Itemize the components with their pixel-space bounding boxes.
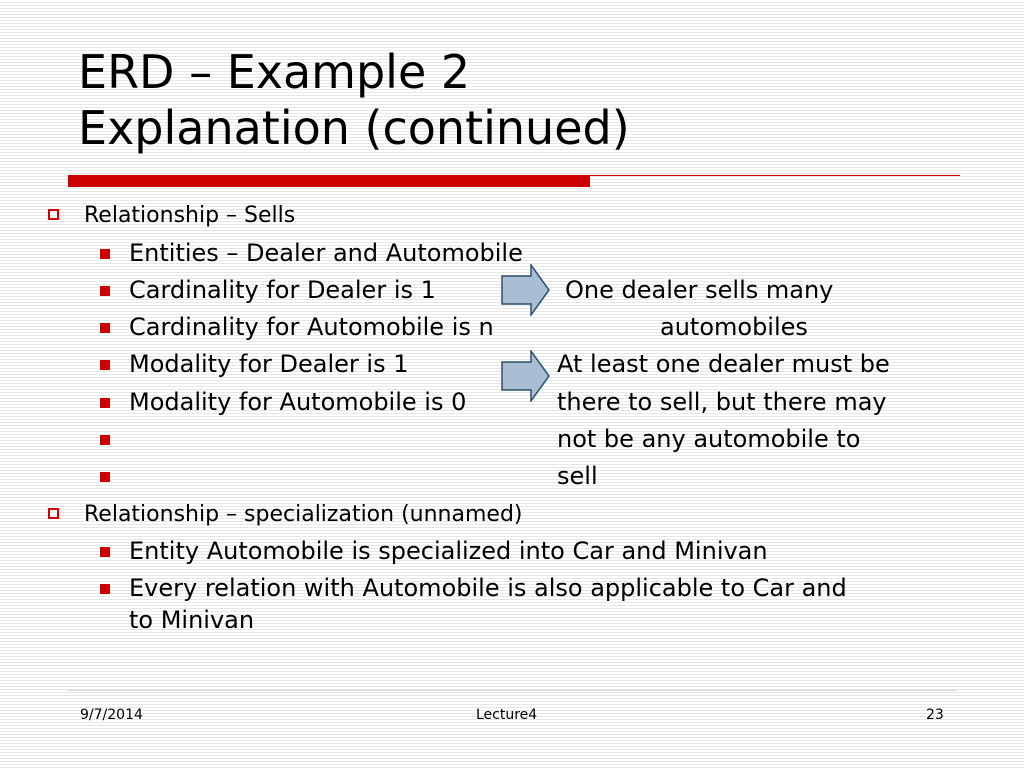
- square-bullet-icon: [100, 398, 110, 408]
- title-underline-thin: [590, 175, 960, 176]
- explanation-text: sell: [557, 462, 598, 490]
- slide-title-line1: ERD – Example 2: [78, 45, 471, 99]
- square-bullet-icon: [100, 472, 110, 482]
- square-bullet-icon: [100, 584, 110, 594]
- hollow-square-bullet-icon: [48, 209, 59, 220]
- footer-divider: [68, 690, 956, 691]
- list-item-text: Cardinality for Dealer is 1: [129, 276, 436, 304]
- explanation-text: there to sell, but there may: [557, 388, 887, 416]
- explanation-text: not be any automobile to: [557, 425, 861, 453]
- explanation-text: One dealer sells many: [565, 276, 834, 304]
- list-item-text: Modality for Dealer is 1: [129, 350, 409, 378]
- explanation-text: At least one dealer must be: [557, 350, 890, 378]
- footer-center-text: Lecture4: [476, 707, 538, 723]
- square-bullet-icon: [100, 249, 110, 259]
- explanation-text: automobiles: [660, 313, 808, 341]
- slide-title-line2: Explanation (continued): [78, 101, 630, 155]
- square-bullet-icon: [100, 286, 110, 296]
- section-heading-text: Relationship – specialization (unnamed): [84, 502, 523, 527]
- section-heading-text: Relationship – Sells: [84, 203, 296, 228]
- list-item-text: to Minivan: [129, 606, 255, 634]
- title-underline-thick: [68, 175, 590, 187]
- slide-title: [78, 44, 630, 156]
- right-arrow-icon: [501, 350, 551, 402]
- footer-date: 9/7/2014: [80, 707, 143, 723]
- hollow-square-bullet-icon: [48, 508, 59, 519]
- square-bullet-icon: [100, 547, 110, 557]
- list-item-text: Cardinality for Automobile is n: [129, 313, 494, 341]
- footer-page-number: 23: [926, 707, 944, 723]
- list-item-text: Entity Automobile is specialized into Car and Minivan: [129, 537, 768, 565]
- square-bullet-icon: [100, 435, 110, 445]
- square-bullet-icon: [100, 323, 110, 333]
- square-bullet-icon: [100, 360, 110, 370]
- right-arrow-icon: [501, 264, 551, 316]
- list-item-text: Entities – Dealer and Automobile: [129, 239, 523, 267]
- list-item-text: Modality for Automobile is 0: [129, 388, 467, 416]
- list-item-text: Every relation with Automobile is also applicable to Car and: [129, 574, 847, 602]
